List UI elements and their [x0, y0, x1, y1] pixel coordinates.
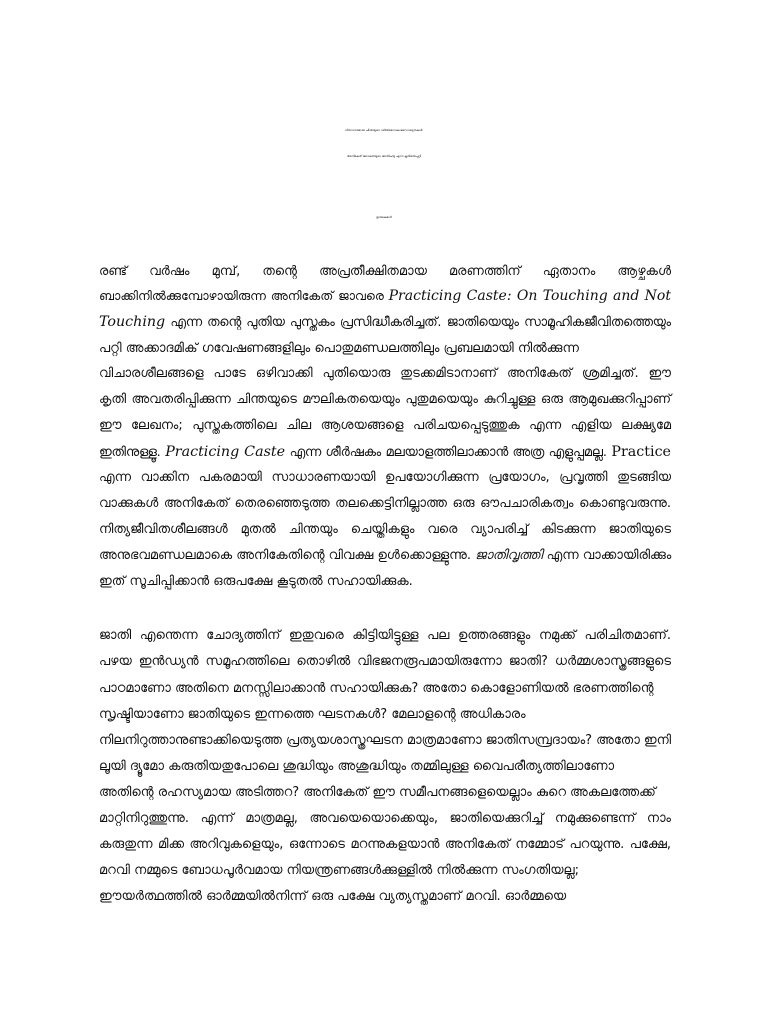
short-title-english: Practicing Caste [165, 444, 286, 460]
para2-line-9: കരുതുന്ന മിക്ക അറിവുകളെയും, ഒന്നോടെ മറന്നുകളയാൻ അനികേത് നമ്മോട് പറയുന്നു. പക്ഷേ, [99, 837, 671, 852]
practice-word: Practice [611, 444, 671, 460]
para1-line-9: എന്ന വാക്കിന പകരമായി സാധാരണയായി ഉപയോഗിക്കുന്ന പ്രയോഗം, പ്രവൃത്തി തുടങ്ങിയ [99, 470, 671, 485]
para1-line-8-c: എന്ന ശീർഷകം മലയാളത്തിലാക്കാൻ അത്ര എളുപ്പമല്ല. [285, 445, 612, 460]
para1-line-12-a: അനുഭവമണ്ഡലമാകെ അനികേതിന്റെ വിവക്ഷ ഉൾക്കൊള്ളുന്നു. [99, 548, 476, 563]
para1-line-7: ഈ ലേഖനം; പുസ്തകത്തിലെ ചില ആശയങ്ങളെ പരിചയപ്പെടുത്തുക എന്ന എളിയ ലക്ഷ്യമേ [99, 418, 671, 433]
para1-line-8-a: ഇതിനുള്ളൂ. [99, 445, 166, 460]
title-line-2 [0, 147, 768, 165]
para2-line-3: പാഠമാണോ അതിനെ മനസ്സിലാക്കാൻ സഹായിക്കുക? അതോ കൊളോണിയൽ ഭരണത്തിന്റെ [99, 681, 654, 696]
para1-line-11: നിത്യജീവിതശീലങ്ങൾ മുതൽ ചിന്തയും ചെയ്തികളും വരെ വ്യാപരിച്ച് കിടക്കുന്ന ജാതിയുടെ [99, 522, 671, 537]
para1-line-10: വാക്കുകൾ അനികേത് തെരഞ്ഞെടുത്ത തലക്കെട്ടിനില്ലാത്ത ഒരു ഔപചാരികത്വം കൊണ്ടുവരുന്നു. [99, 496, 671, 511]
para2-line-2: പഴയ ഇൻഡ്യൻ സമൂഹത്തിലെ തൊഴിൽ വിഭജനരൂപമായിരുന്നോ ജാതി? ധർമ്മശാസ്ത്രങ്ങളുടെ [99, 654, 671, 669]
para2-line-5: നിലനിറുത്താനുണ്ടാക്കിയെടുത്ത പ്രത്യയശാസ്ത്രഘടന മാത്രമാണോ ജാതിസമ്പ്രദായം? അതോ ഇനി [99, 733, 672, 748]
jativritti-term: ജാതിവൃത്തി [475, 548, 543, 563]
para1-line-2 [99, 286, 671, 306]
para2-line-1: ജാതി എന്തെന്ന ചോദ്യത്തിന് ഇതുവരെ കിട്ടിയിട്ടുള്ള പല ഉത്തരങ്ങളും നമുക്ക് പരിചിതമാണ്. [99, 628, 671, 643]
para1-line-8 [99, 442, 671, 463]
para1-line-6: കൃതി അവതരിപ്പിക്കുന്ന ചിന്തയുടെ മൗലികതയെയും പുതുമയെയും കുറിച്ചുള്ള ഒരു ആമുഖക്കുറിപ്പാണ് [99, 392, 671, 407]
para2-line-7: അതിന്റെ രഹസ്യമായ അടിത്തറ? അനികേത് ഈ സമീപനങ്ങളെയെല്ലാം കുറെ അകലത്തേക്ക് [99, 785, 656, 800]
book-title-english-cont: Touching [99, 314, 166, 330]
para1-line-4: പറ്റി അക്കാദമിക് ഗവേഷണങ്ങളിലും പൊതുമണ്ഡലത്തിലും പ്രബലമായി നിൽക്കുന്ന [99, 341, 579, 356]
para1-line-12 [99, 546, 671, 566]
title-line-2-part-c: എന്ന കൃതിയെപ്പറ്റി [395, 154, 421, 158]
para2-line-11: ഈയർത്ഥത്തിൽ ഓർമ്മയിൽനിന്ന് ഒരു പക്ഷേ വ്യത്യസ്തമാണ് മറവി. ഓർമ്മയെ [99, 889, 567, 904]
para1-line-2-ml: ബാക്കിനിൽക്കുമ്പോഴായിരുന്ന അനികേത് ജാവരെ [99, 288, 389, 303]
para2-line-8: മാറ്റിനിറുത്തുന്നു. എന്ന് മാത്രമല്ല, അവയെയൊക്കെയും, ജാതിയെക്കുറിച്ച് നമുക്കുണ്ടെന്ന് നാം [99, 811, 671, 826]
title-line-2-part-a: അനികേത് ജാവരെയുടെ [347, 154, 382, 158]
para1-line-12-c: എന്ന വാക്കായിരിക്കും [542, 548, 672, 563]
book-title-english: Practicing Caste: On Touching and Not [388, 288, 671, 304]
title-book-name: ജാതിചര്യ [381, 154, 396, 158]
para1-line-5: വിചാരശീലങ്ങളെ പാടേ ഒഴിവാക്കി പുതിയൊരു തുടക്കമിടാനാണ് അനികേത് ശ്രമിച്ചത്. ഈ [99, 366, 671, 381]
para1-line-1: രണ്ട് വർഷം മുമ്പ്, തന്റെ അപ്രതീക്ഷിതമായ മരണത്തിന് ഏതാനം ആഴ്ചകൾ [99, 264, 671, 279]
para1-line-3 [99, 312, 671, 333]
para2-line-4: സൃഷ്ടിയാണോ ജാതിയുടെ ഇന്നത്തെ ഘടനകൾ? മേലാളന്റെ അധികാരം [99, 707, 526, 722]
para2-line-10: മറവി നമ്മുടെ ബോധപൂർവമായ നിയന്ത്രണങ്ങൾക്കുള്ളിൽ നിൽക്കുന്ന സംഗതിയല്ല; [99, 863, 579, 878]
author-name: ഉദയകുമാർ [376, 215, 392, 219]
para1-line-3-ml: എന്ന തന്റെ പുതിയ പുസ്തകം പ്രസിദ്ധീകരിച്ചത്. ജാതിയെയും സാമൂഹികജീവിതത്തെയും [165, 315, 671, 330]
title-line-1: നിരാധാരമായ ചിന്തയുടെ വർത്തമാനകാലസാദ്ധ്യതകൾ: [344, 128, 424, 132]
para1-line-13: ഇത് സൂചിപ്പിക്കാൻ ഒരുപക്ഷേ കൂടുതൽ സഹായിക്കുക. [99, 574, 413, 589]
para2-line-6: ലൂയി ദ്യൂമോ കരുതിയതുപോലെ ശുദ്ധിയും അശുദ്ധിയും തമ്മിലുള്ള വൈപരീത്യത്തിലാണോ [99, 759, 615, 774]
